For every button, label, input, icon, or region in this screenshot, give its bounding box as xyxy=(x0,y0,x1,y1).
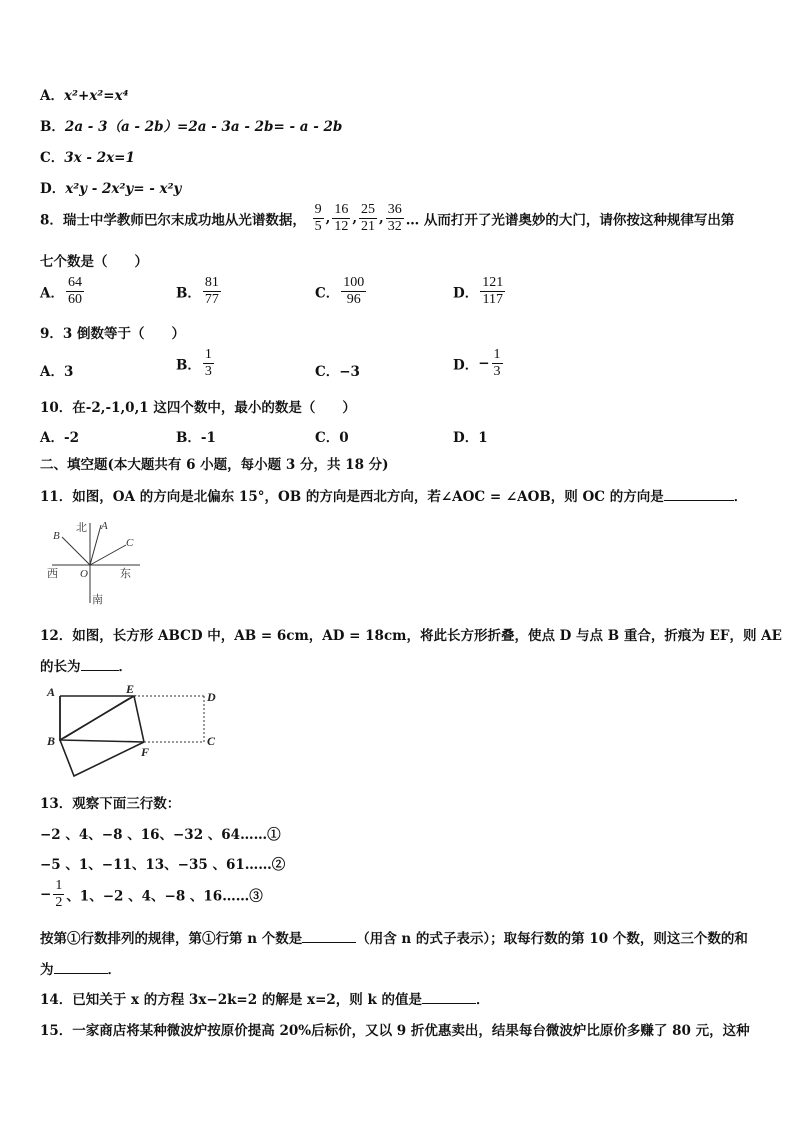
q14-answer-blank[interactable] xyxy=(422,990,476,1004)
q11-answer-blank[interactable] xyxy=(664,487,734,501)
q12-fold-figure xyxy=(44,684,224,780)
q11-stem: 11．如图，OA 的方向是北偏东 15°，OB 的方向是西北方向，若∠AOC = ∠AOB，则 OC 的方向是 ． xyxy=(40,489,748,505)
fig11-label-east: 东 xyxy=(120,568,131,580)
section-heading-fill-in: 二、填空题(本大题共有 6 小题，每小题 3 分，共 18 分) xyxy=(40,457,389,473)
q7-option-c: C．3x - 2x=1 xyxy=(40,150,135,166)
q8-stem: 8．瑞士中学教师巴尔末成功地从光谱数据， $\frac{9}{5}$ , $\frac{16}{12}$ , $\frac{25}{21}$ , $\frac{36}{32}$ … 从而打开了光谱奥妙的大门，请你按这种规律写出第 xyxy=(40,202,735,234)
q7-option-a: A．x²+x²=x⁴ xyxy=(40,88,129,104)
q13-row-1: −2 、4、−8 、16、−32 、64……① xyxy=(40,827,281,843)
q8-option-a: A． $\frac{64}{60}$ xyxy=(40,275,82,307)
q13-row-2: −5 、1、−11、13、−35 、61……② xyxy=(40,857,286,873)
q9-option-c: C．−3 xyxy=(315,364,360,380)
fig11-label-c: C xyxy=(126,537,134,549)
fig11-label-west: 西 xyxy=(47,568,58,580)
fig11-label-a: A xyxy=(101,520,108,532)
q7-option-d: D．x²y - 2x²y= - x²y xyxy=(40,181,182,197)
q8-option-c: C． $\frac{100}{96}$ xyxy=(315,275,365,307)
fig12-label-c: C xyxy=(207,734,216,748)
q9-option-b: B． $\frac{1}{3}$ xyxy=(176,347,212,379)
q13-answer-blank-2[interactable] xyxy=(54,960,108,974)
q12-stem-line2: 的长为 ． xyxy=(40,659,132,675)
q15-stem: 15．一家商店将某种微波炉按原价提高 20%后标价，又以 9 折优惠卖出，结果每台微波炉比原价多赚了 80 元，这种 xyxy=(40,1023,750,1039)
q12-stem: 12．如图，长方形 ABCD 中，AB = 6cm，AD = 18cm，将此长方形折叠，使点 D 与点 B 重合，折痕为 EF，则 AE xyxy=(40,628,782,644)
q7-option-b: B．2a - 3（a - 2b）=2a - 3a - 2b= - a - 2b xyxy=(40,119,343,135)
q8-seq-4: $\frac{36}{32}$ xyxy=(387,202,402,234)
q13-question: 按第①行数排列的规律，第①行第 n 个数是 （用含 n 的式子表示）；取每行数的第 10 个数，则这三个数的和 xyxy=(40,931,748,947)
q13-question-line2: 为 ． xyxy=(40,962,121,978)
fig12-label-e: E xyxy=(126,684,135,696)
q11-direction-figure xyxy=(44,515,144,607)
q8-option-d: D． $\frac{121}{117}$ xyxy=(453,275,504,307)
q8-option-b: B． $\frac{81}{77}$ xyxy=(176,275,219,307)
q9-option-d: D．− $\frac{1}{3}$ xyxy=(453,347,501,379)
fig11-label-b: B xyxy=(53,530,60,542)
q8-stem-line2: 七个数是（ ） xyxy=(40,254,148,270)
fig12-label-b: B xyxy=(47,734,56,748)
fig11-label-north: 北 xyxy=(76,522,87,534)
q12-answer-blank[interactable] xyxy=(81,657,119,671)
q10-option-b: B．-1 xyxy=(176,430,216,446)
q10-option-a: A．-2 xyxy=(40,430,79,446)
fig11-label-south: 南 xyxy=(92,594,103,606)
q13-answer-blank-1[interactable] xyxy=(302,929,356,943)
q10-option-d: D．1 xyxy=(453,430,488,446)
q13-row-3: − $\frac{1}{2}$ 、1、−2 、4、−8 、16……③ xyxy=(40,878,263,910)
q10-stem: 10．在-2,-1,0,1 这四个数中，最小的数是（ ） xyxy=(40,400,356,416)
fig12-label-a: A xyxy=(47,685,56,699)
q9-stem: 9．3 倒数等于（ ） xyxy=(40,326,185,342)
fig12-label-f: F xyxy=(141,745,150,759)
fig11-label-o: O xyxy=(80,568,88,580)
q8-seq-3: $\frac{25}{21}$ xyxy=(361,202,376,234)
q8-seq-1: $\frac{9}{5}$ xyxy=(314,202,322,234)
q8-seq-2: $\frac{16}{12}$ xyxy=(334,202,349,234)
fig12-label-d: D xyxy=(207,690,216,704)
q9-option-a: A．3 xyxy=(40,364,74,380)
q14-stem: 14．已知关于 x 的方程 3x−2k=2 的解是 x=2，则 k 的值是 ． xyxy=(40,992,490,1008)
q13-stem: 13．观察下面三行数： xyxy=(40,796,181,812)
q10-option-c: C．0 xyxy=(315,430,349,446)
